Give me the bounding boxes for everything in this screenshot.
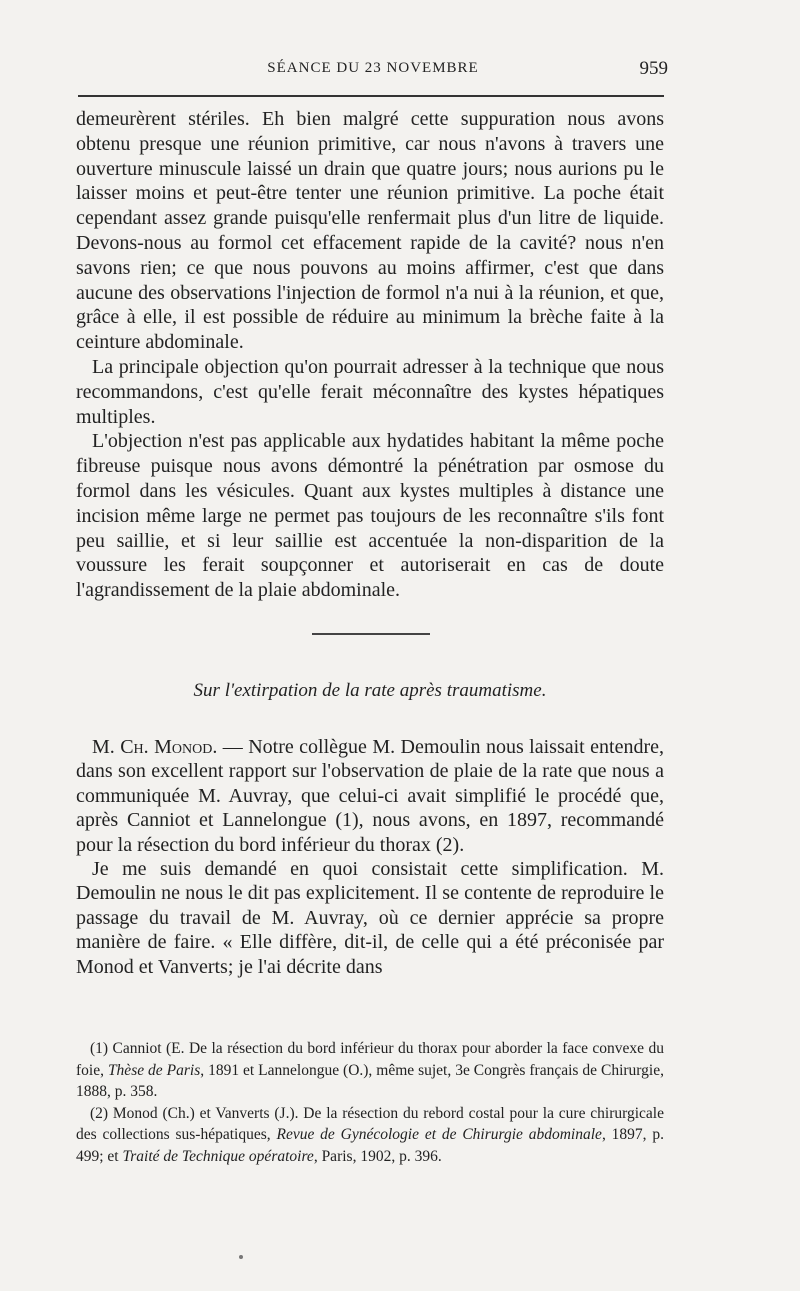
body-text [76,107,664,603]
footnote-text: , 1891 et Lannelongue (O.), même sujet, 3e Congrès français de Chirurgie, 1888, p. 358. [76,1061,664,1100]
header-rule [78,95,664,97]
footnote-text: , Paris, 1902, p. 396. [313,1147,442,1165]
footnote-text: (1) Canniot (E. De la résection du bord inférieur du thorax pour aborder la face convexe du foie, [76,1040,664,1079]
paragraph: L'objection n'est pas applicable aux hydatides habitant la même poche fibreuse puisque nous avons démontré la pénétration par osmose du formol dans les vésicules. Quant aux kystes multiples à distance une incision même large ne permet pas toujours de les reconnaître s'ils font peu saillie, et si leur saillie est accentuée la non-disparition de la voussure les ferait soupçonner et autoriserait en cas de doute l'agrandissement de la plaie abdominale. [76,430,664,602]
footnote-italic: Thèse de Paris [107,1061,201,1079]
section-divider [312,633,430,635]
paragraph [76,735,664,857]
footnote-2 [76,1103,664,1168]
print-speck [239,1255,243,1259]
paragraph: demeurèrent stériles. Eh bien malgré cette suppuration nous avons obtenu presque une réunion primitive, car nous n'avons à travers une ouverture minuscule laissé un drain que quatre jours; nous aurions pu le laisser moins et peut-être tenter une réunion primitive. La poche était cependant assez grande puisqu'elle renfermait plus d'un litre de liquide. Devons-nous au formol cet effacement rapide de la cavité? nous n'en savons rien; ce que nous pouvons au moins affirmer, c'est que dans aucune des observations l'injection de formol n'a nui à la réunion, et que, grâce à elle, il est possible de réduire au minimum la brèche faite à la ceinture abdominale. [76,108,664,354]
footnote-text: , 1897, p. 499; et [76,1126,664,1165]
footnote-1 [76,1038,664,1103]
running-title: SÉANCE DU 23 NOVEMBRE [267,60,479,76]
paragraph: La principale objection qu'on pourrait adresser à la technique que nous recommandons, c'est qu'elle ferait méconnaître des kystes hépatiques multiples. [76,355,664,428]
footnotes [76,1038,664,1167]
page-number: 959 [639,58,668,79]
page-header [78,58,668,84]
footnote-italic: Traité de Technique opératoire [122,1147,314,1165]
section-title: Sur l'extirpation de la rate après traumatisme. [193,680,547,701]
paragraph: Je me suis demandé en quoi consistait cette simplification. M. Demoulin ne nous le dit pas explicitement. Il se contente de reproduire le passage du travail de M. Auvray, où ce dernier apprécie sa propre manière de faire. « Elle diffère, dit-il, de celle qui a été préconisée par Monod et Vanverts; je l'ai décrite dans [76,858,664,978]
speaker-name: M. Ch. Monod. [92,736,218,758]
footnote-italic: Revue de Gynécologie et de Chirurgie abdominale [276,1126,602,1143]
paragraph-text: — Notre collègue M. Demoulin nous laissait entendre, dans son excellent rapport sur l'observation de plaie de la rate que nous a communiquée M. Auvray, que celui-ci avait simplifié le procédé que, après Canniot et Lannelongue (1), nous avons, en 1897, recommandé pour la résection du bord inférieur du thorax (2). [76,736,664,856]
section-body [76,735,664,979]
footnote-text: (2) Monod (Ch.) et Vanverts (J.). De la résection du rebord costal pour la cure chirurgicale des collections sus-hépatiques, [76,1104,664,1143]
